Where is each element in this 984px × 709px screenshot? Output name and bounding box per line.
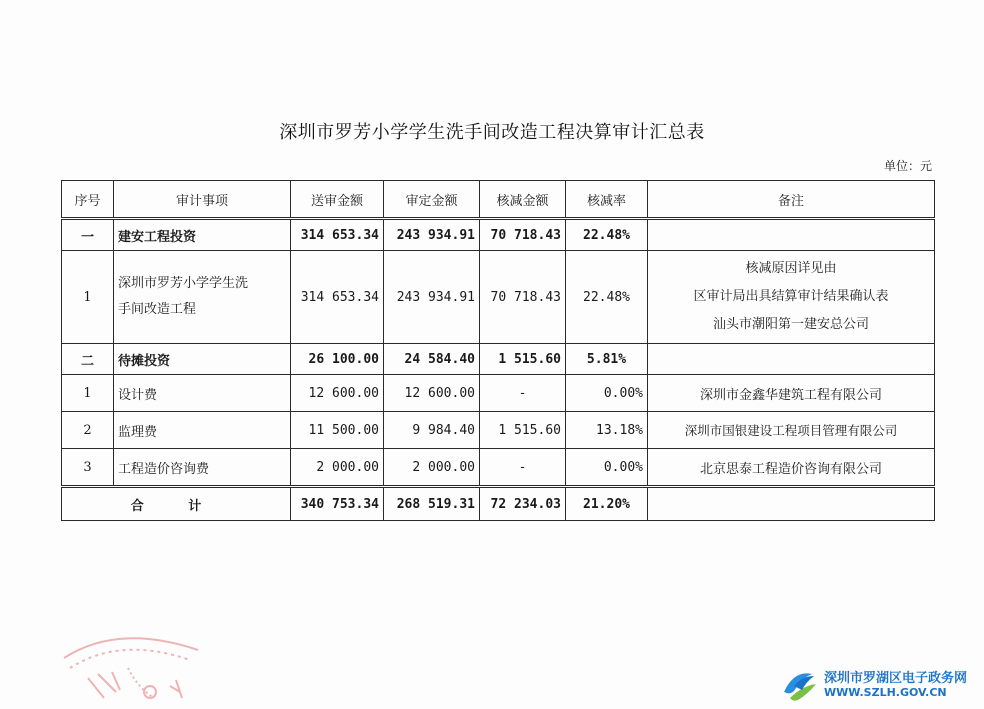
cell-reduced: 1 515.60 <box>480 344 566 375</box>
cell-reduced: - <box>480 449 566 487</box>
unit-label: 单位：元 <box>883 159 932 173</box>
cell-approved: 243 934.91 <box>384 251 480 344</box>
cell-total-label <box>62 487 291 521</box>
cell-rate: 21.20% <box>566 487 648 521</box>
table-header-row <box>62 181 935 219</box>
cell-remark <box>648 344 935 375</box>
cell-seq: 二 <box>62 344 114 375</box>
cell-submitted: 11 500.00 <box>291 412 384 449</box>
cell-approved: 268 519.31 <box>384 487 480 521</box>
cell-reduced: 70 718.43 <box>480 219 566 251</box>
cell-submitted: 2 000.00 <box>291 449 384 487</box>
table-row <box>62 375 935 412</box>
table-row <box>62 251 935 344</box>
document-title: 深圳市罗芳小学学生洗手间改造工程决算审计汇总表 <box>279 122 705 143</box>
red-seal-stamp-icon <box>58 628 208 709</box>
table-row-total <box>62 487 935 521</box>
header-submitted: 送审金额 <box>291 181 384 219</box>
cell-remark <box>648 487 935 521</box>
cell-approved: 24 584.40 <box>384 344 480 375</box>
cell-submitted: 12 600.00 <box>291 375 384 412</box>
table-row-section-amortized <box>62 344 935 375</box>
cell-reduced: 70 718.43 <box>480 251 566 344</box>
cell-seq: 一 <box>62 219 114 251</box>
cell-reduced: 72 234.03 <box>480 487 566 521</box>
cell-item-line1: 深圳市罗芳小学学生洗 <box>118 276 249 291</box>
site-logo[interactable] <box>780 664 980 706</box>
remark-line1: 核减原因详见由 <box>745 261 837 276</box>
cell-submitted: 340 753.34 <box>291 487 384 521</box>
cell-rate: 22.48% <box>566 251 648 344</box>
cell-approved: 12 600.00 <box>384 375 480 412</box>
cell-reduced: - <box>480 375 566 412</box>
cell-submitted: 26 100.00 <box>291 344 384 375</box>
remark-line3: 汕头市潮阳第一建安总公司 <box>712 317 869 332</box>
cell-item: 建安工程投资 <box>114 219 291 251</box>
table-row <box>62 449 935 487</box>
remark-line2: 区审计局出具结算审计结果确认表 <box>693 289 889 304</box>
table-row <box>62 412 935 449</box>
cell-reduced: 1 515.60 <box>480 412 566 449</box>
header-reduced: 核减金额 <box>480 181 566 219</box>
header-approved: 审定金额 <box>384 181 480 219</box>
header-remark: 备注 <box>648 181 935 219</box>
cell-remark: 北京思泰工程造价咨询有限公司 <box>648 449 935 487</box>
cell-seq: 2 <box>62 412 114 449</box>
cell-seq: 1 <box>62 251 114 344</box>
cell-submitted: 314 653.34 <box>291 219 384 251</box>
cell-rate: 5.81% <box>566 344 648 375</box>
cell-item: 监理费 <box>114 412 291 449</box>
table-row-section-construction <box>62 219 935 251</box>
logo-url: WWW.SZLH.GOV.CN <box>824 686 947 699</box>
cell-item: 设计费 <box>114 375 291 412</box>
cell-item <box>114 251 291 344</box>
cell-approved: 9 984.40 <box>384 412 480 449</box>
cell-item-line2: 手间改造工程 <box>118 302 197 317</box>
header-item: 审计事项 <box>114 181 291 219</box>
cell-submitted: 314 653.34 <box>291 251 384 344</box>
cell-rate: 22.48% <box>566 219 648 251</box>
cell-rate: 13.18% <box>566 412 648 449</box>
cell-approved: 243 934.91 <box>384 219 480 251</box>
cell-remark <box>648 219 935 251</box>
cell-approved: 2 000.00 <box>384 449 480 487</box>
cell-seq: 3 <box>62 449 114 487</box>
cell-remark <box>648 251 935 344</box>
luohu-logo-icon <box>780 664 820 704</box>
cell-item: 待摊投资 <box>114 344 291 375</box>
cell-rate: 0.00% <box>566 375 648 412</box>
logo-title: 深圳市罗湖区电子政务网 <box>824 671 968 686</box>
header-rate: 核减率 <box>566 181 648 219</box>
total-label: 合 计 <box>130 498 222 514</box>
audit-summary-table <box>61 180 935 521</box>
cell-remark: 深圳市金鑫华建筑工程有限公司 <box>648 375 935 412</box>
cell-remark: 深圳市国银建设工程项目管理有限公司 <box>648 412 935 449</box>
cell-seq: 1 <box>62 375 114 412</box>
header-seq: 序号 <box>62 181 114 219</box>
cell-item: 工程造价咨询费 <box>114 449 291 487</box>
cell-rate: 0.00% <box>566 449 648 487</box>
